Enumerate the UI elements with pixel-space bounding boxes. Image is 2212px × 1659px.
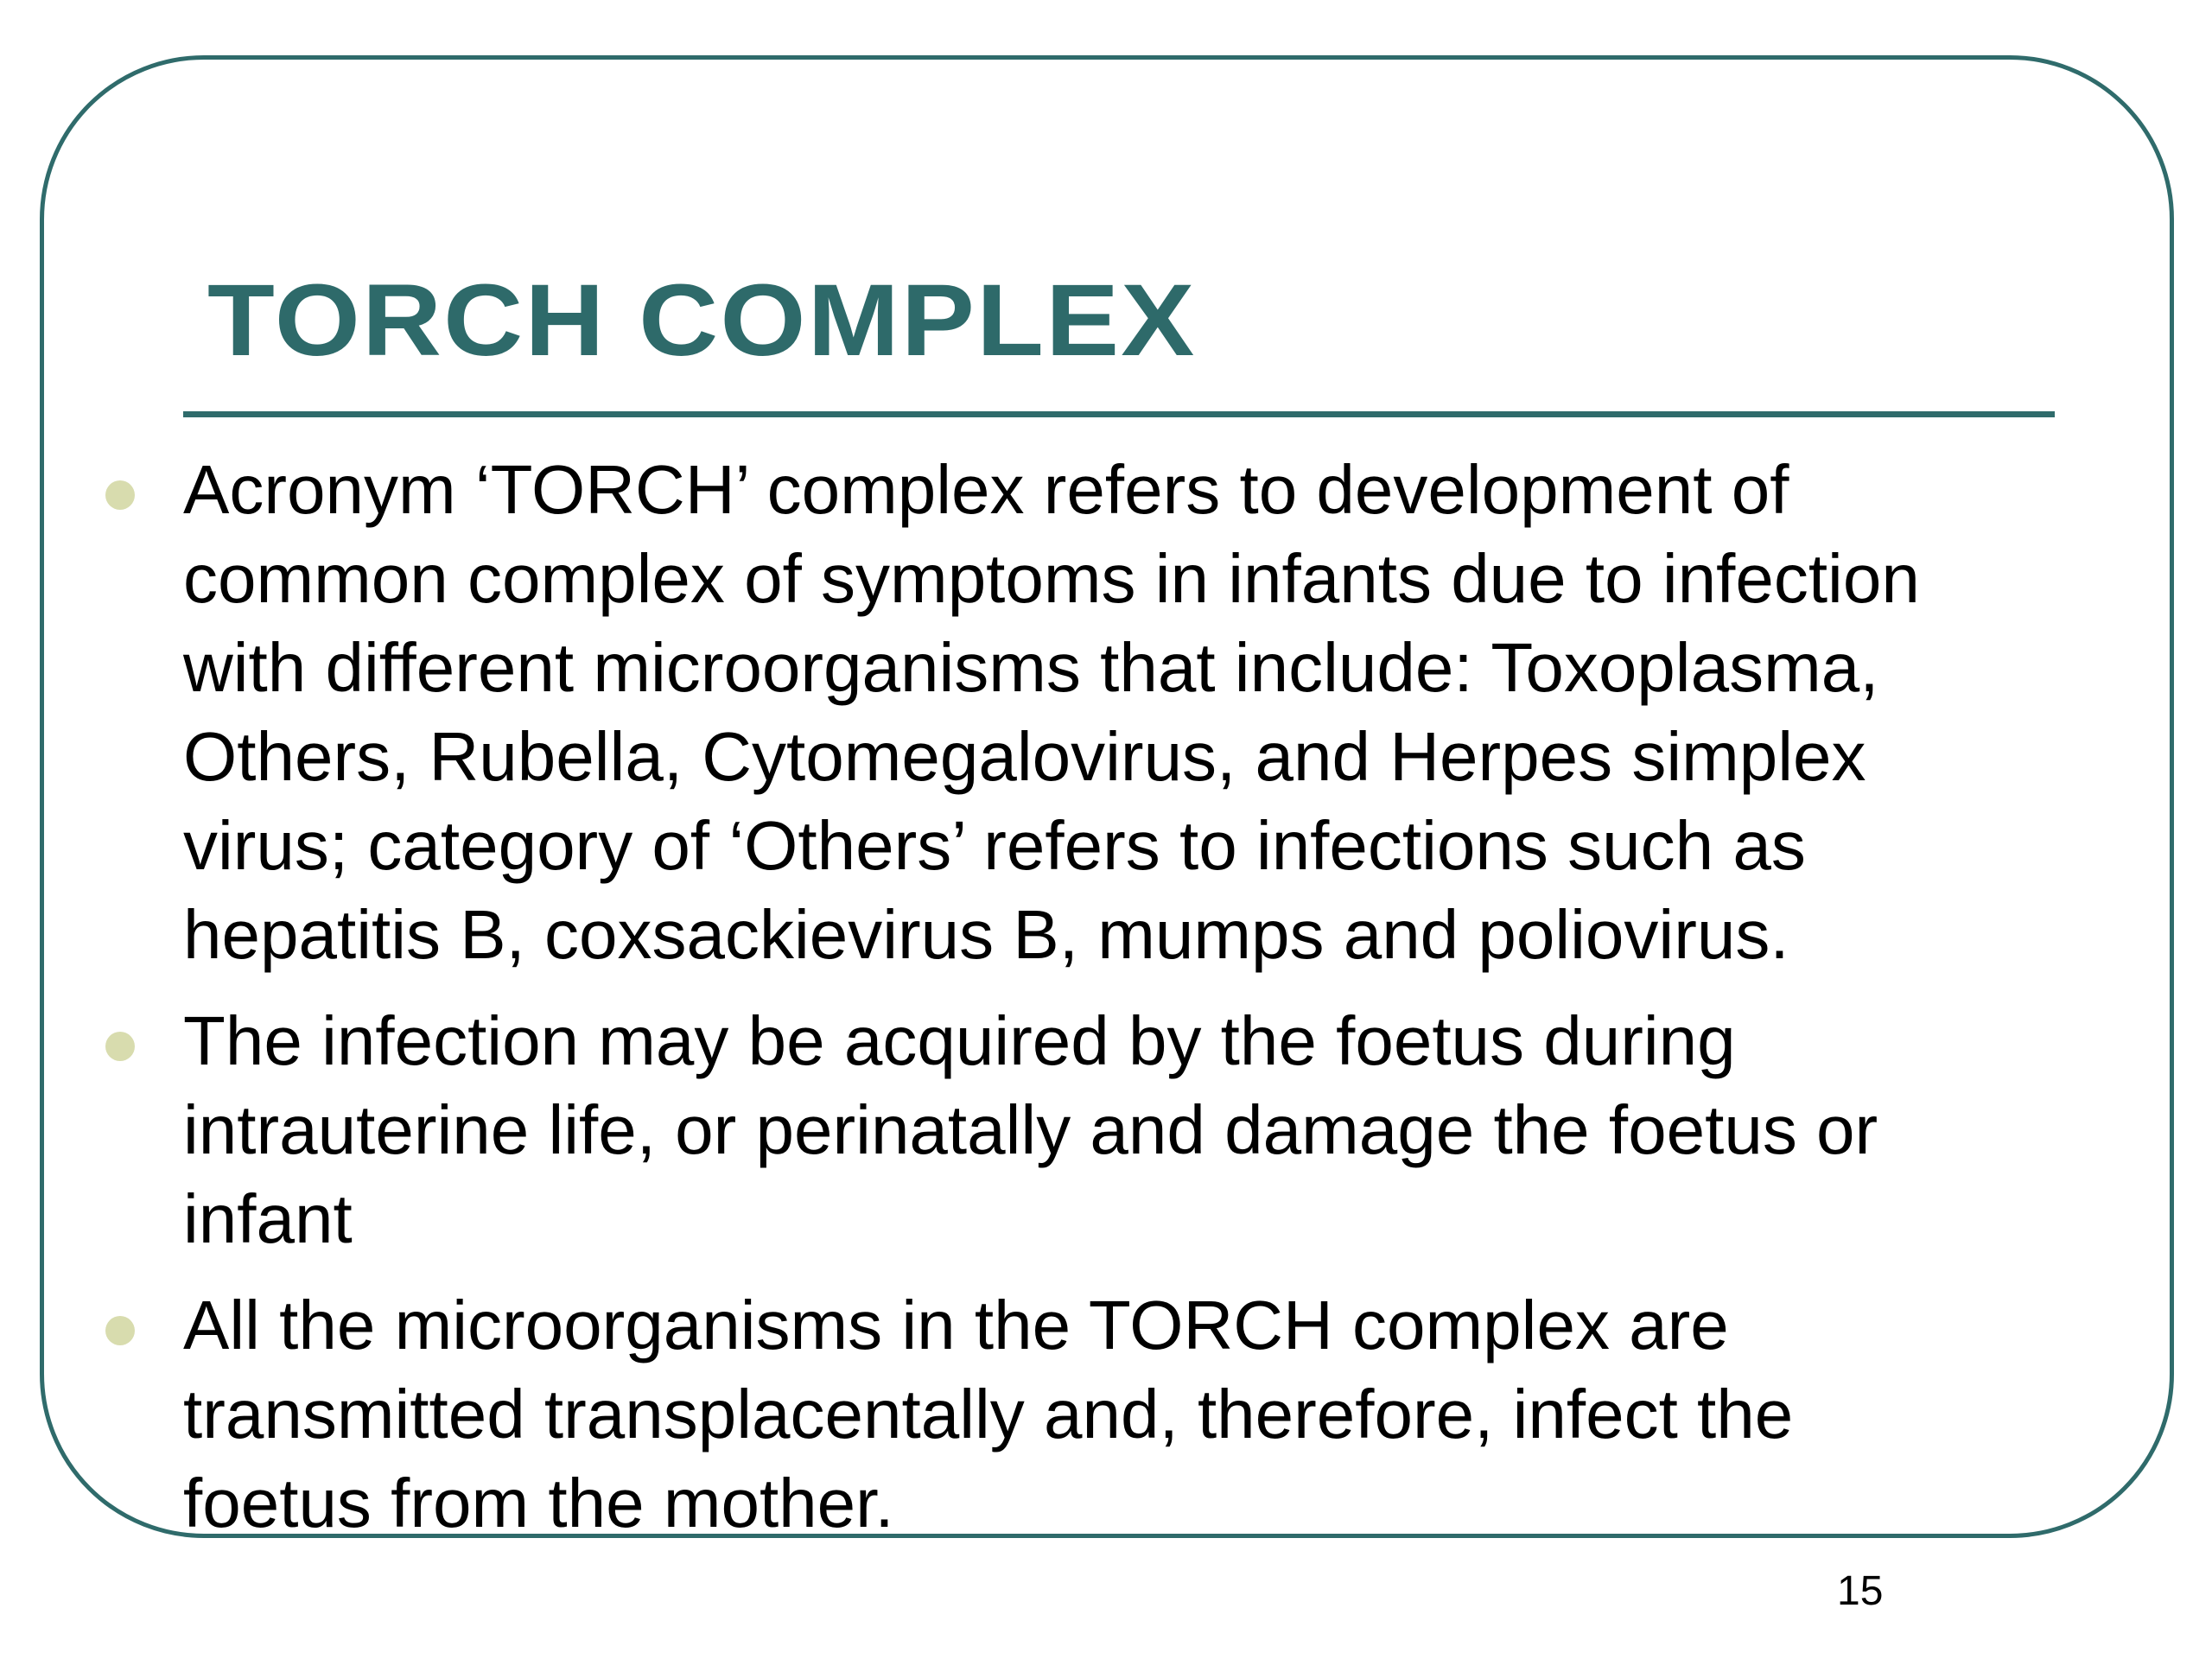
- bullet-text-line: The infection may be acquired by the foetus during: [183, 1002, 1736, 1079]
- bullet-list: [183, 445, 2084, 1565]
- bullet-text-line: transmitted transplacentally and, therefore, infect the: [183, 1376, 1794, 1452]
- bullet-text-line: with different microorganisms that include: Toxoplasma,: [183, 629, 1879, 706]
- bullet-item-acquisition: [183, 996, 2084, 1263]
- bullet-dot-icon: [105, 1032, 135, 1061]
- bullet-text-line: virus; category of ‘Others’ refers to infections such as: [183, 807, 1806, 884]
- page-number: 15: [1837, 1568, 1884, 1614]
- bullet-dot-icon: [105, 480, 135, 510]
- slide-title: TORCH COMPLEX: [207, 264, 1197, 378]
- bullet-text-line: common complex of symptoms in infants due to infection: [183, 540, 1920, 617]
- title-divider: [183, 411, 2055, 417]
- bullet-dot-icon: [105, 1316, 135, 1345]
- bullet-text-line: foetus from the mother.: [183, 1465, 894, 1541]
- bullet-text-line: hepatitis B, coxsackievirus B, mumps and poliovirus.: [183, 896, 1789, 973]
- bullet-text-line: intrauterine life, or perinatally and damage the foetus or: [183, 1091, 1878, 1168]
- bullet-item-transmission: [183, 1281, 2084, 1548]
- bullet-item-acronym: [183, 445, 2084, 979]
- bullet-text-line: Others, Rubella, Cytomegalovirus, and Herpes simplex: [183, 718, 1866, 795]
- bullet-text-line: Acronym ‘TORCH’ complex refers to development of: [183, 451, 1789, 528]
- bullet-text-line: All the microorganisms in the TORCH complex are: [183, 1287, 1729, 1363]
- bullet-text-line: infant: [183, 1180, 353, 1257]
